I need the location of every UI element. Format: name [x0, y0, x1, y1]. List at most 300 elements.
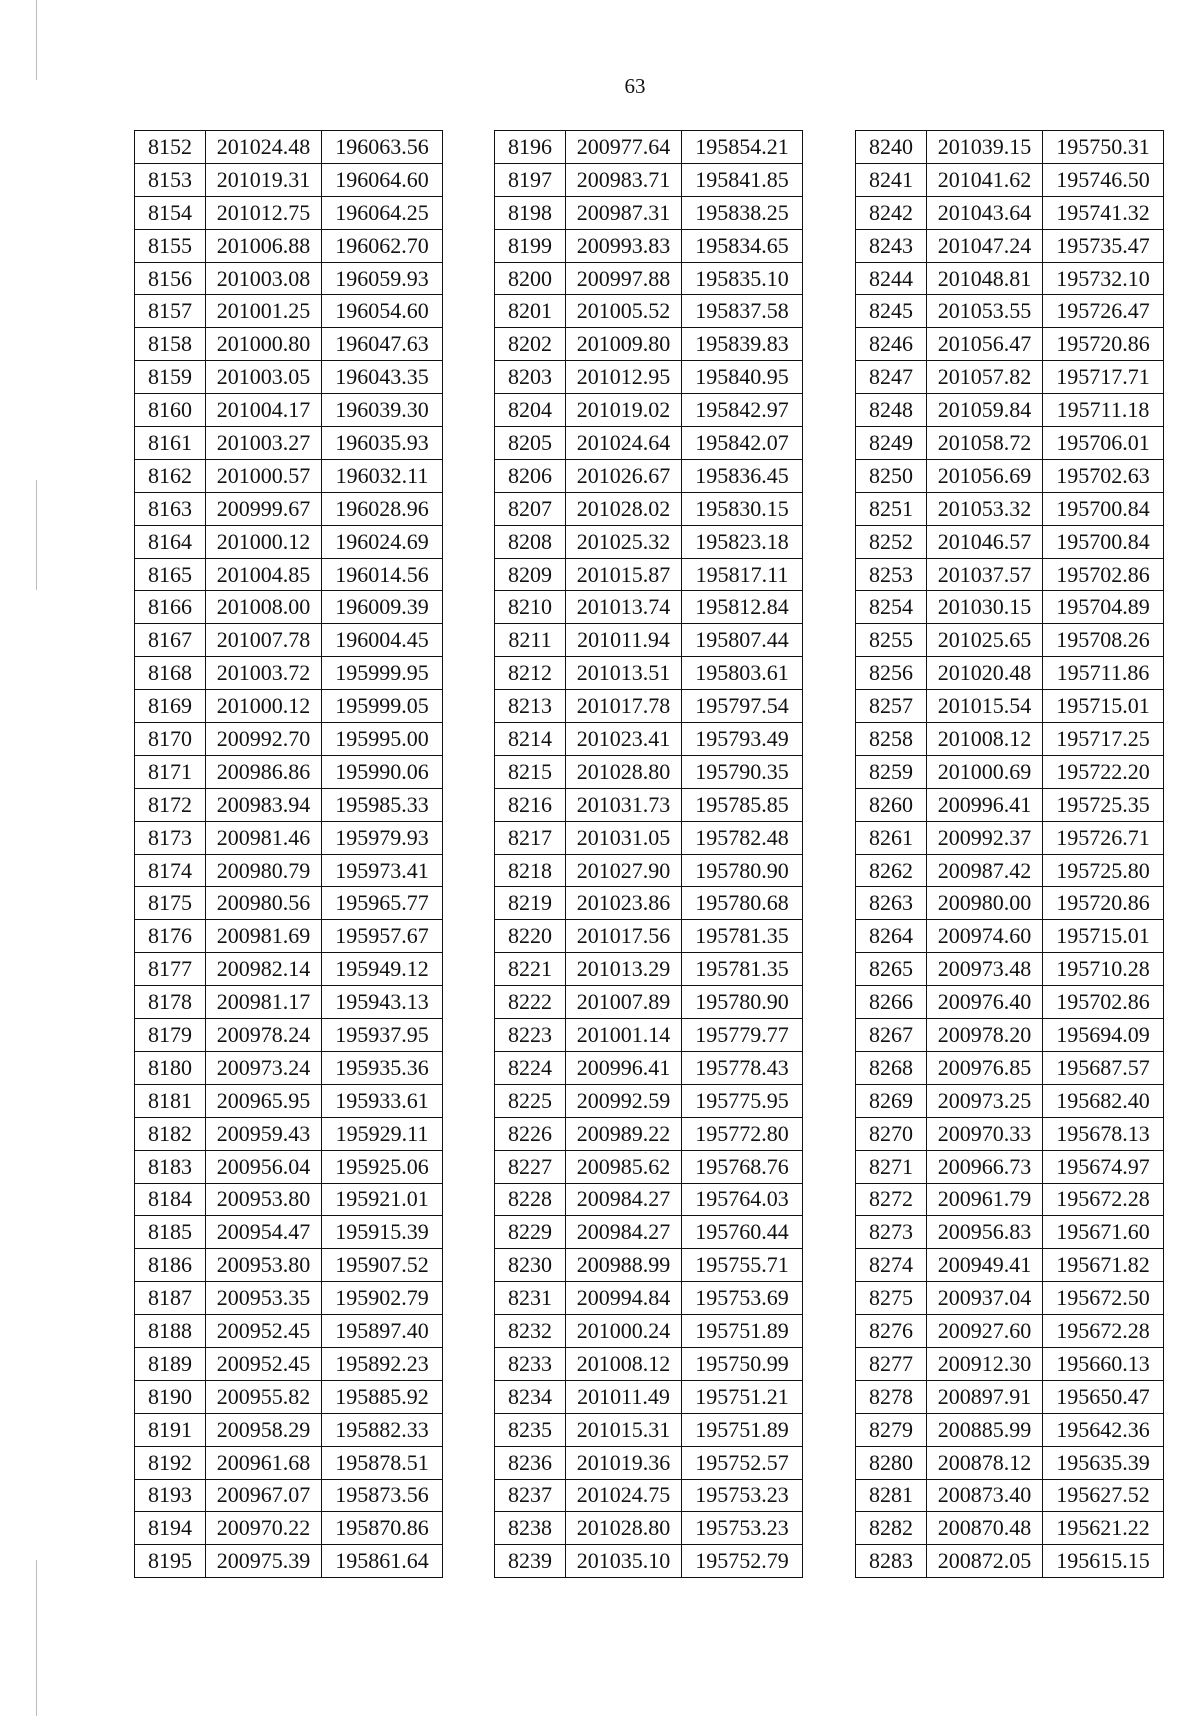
- table-row: [495, 1150, 803, 1183]
- x-coordinate-cell: 200996.41: [927, 788, 1043, 821]
- coordinate-table-2: [494, 130, 803, 1578]
- table-row: [856, 920, 1164, 953]
- table-row: [135, 986, 443, 1019]
- point-id-cell: 8228: [495, 1183, 566, 1216]
- point-id-cell: 8231: [495, 1282, 566, 1315]
- y-coordinate-cell: 195672.50: [1043, 1282, 1164, 1315]
- y-coordinate-cell: 195797.54: [682, 690, 803, 723]
- x-coordinate-cell: 200953.80: [206, 1183, 322, 1216]
- y-coordinate-cell: 195999.95: [322, 657, 443, 690]
- point-id-cell: 8181: [135, 1084, 206, 1117]
- y-coordinate-cell: 195854.21: [682, 131, 803, 164]
- point-id-cell: 8205: [495, 427, 566, 460]
- table-row: [495, 690, 803, 723]
- x-coordinate-cell: 200983.71: [566, 163, 682, 196]
- point-id-cell: 8170: [135, 723, 206, 756]
- table-row: [135, 788, 443, 821]
- point-id-cell: 8281: [856, 1479, 927, 1512]
- x-coordinate-cell: 201003.27: [206, 427, 322, 460]
- point-id-cell: 8226: [495, 1117, 566, 1150]
- y-coordinate-cell: 195943.13: [322, 986, 443, 1019]
- y-coordinate-cell: 195751.89: [682, 1413, 803, 1446]
- point-id-cell: 8163: [135, 492, 206, 525]
- point-id-cell: 8164: [135, 525, 206, 558]
- table-row: [856, 591, 1164, 624]
- point-id-cell: 8208: [495, 525, 566, 558]
- table-row: [495, 1380, 803, 1413]
- table-row: [856, 854, 1164, 887]
- point-id-cell: 8160: [135, 394, 206, 427]
- table-row: [495, 361, 803, 394]
- point-id-cell: 8254: [856, 591, 927, 624]
- x-coordinate-cell: 200870.48: [927, 1512, 1043, 1545]
- y-coordinate-cell: 195779.77: [682, 1019, 803, 1052]
- point-id-cell: 8212: [495, 657, 566, 690]
- x-coordinate-cell: 200981.69: [206, 920, 322, 953]
- table-row: [135, 1446, 443, 1479]
- point-id-cell: 8275: [856, 1282, 927, 1315]
- y-coordinate-cell: 195841.85: [682, 163, 803, 196]
- x-coordinate-cell: 200976.85: [927, 1051, 1043, 1084]
- point-id-cell: 8265: [856, 953, 927, 986]
- y-coordinate-cell: 195823.18: [682, 525, 803, 558]
- y-coordinate-cell: 196039.30: [322, 394, 443, 427]
- table-row: [495, 624, 803, 657]
- x-coordinate-cell: 201001.25: [206, 295, 322, 328]
- point-id-cell: 8269: [856, 1084, 927, 1117]
- y-coordinate-cell: 195621.22: [1043, 1512, 1164, 1545]
- table-row: [856, 163, 1164, 196]
- point-id-cell: 8157: [135, 295, 206, 328]
- point-id-cell: 8169: [135, 690, 206, 723]
- x-coordinate-cell: 200992.37: [927, 821, 1043, 854]
- table-row: [856, 788, 1164, 821]
- y-coordinate-cell: 195726.47: [1043, 295, 1164, 328]
- point-id-cell: 8179: [135, 1019, 206, 1052]
- y-coordinate-cell: 195726.71: [1043, 821, 1164, 854]
- x-coordinate-cell: 201020.48: [927, 657, 1043, 690]
- y-coordinate-cell: 195735.47: [1043, 229, 1164, 262]
- point-id-cell: 8229: [495, 1216, 566, 1249]
- x-coordinate-cell: 201057.82: [927, 361, 1043, 394]
- point-id-cell: 8235: [495, 1413, 566, 1446]
- x-coordinate-cell: 200970.33: [927, 1117, 1043, 1150]
- x-coordinate-cell: 200953.80: [206, 1249, 322, 1282]
- point-id-cell: 8223: [495, 1019, 566, 1052]
- x-coordinate-cell: 200981.17: [206, 986, 322, 1019]
- y-coordinate-cell: 195817.11: [682, 558, 803, 591]
- x-coordinate-cell: 200873.40: [927, 1479, 1043, 1512]
- y-coordinate-cell: 195790.35: [682, 755, 803, 788]
- point-id-cell: 8233: [495, 1347, 566, 1380]
- point-id-cell: 8202: [495, 328, 566, 361]
- table-row: [856, 723, 1164, 756]
- y-coordinate-cell: 195694.09: [1043, 1019, 1164, 1052]
- x-coordinate-cell: 201001.14: [566, 1019, 682, 1052]
- y-coordinate-cell: 195627.52: [1043, 1479, 1164, 1512]
- point-id-cell: 8279: [856, 1413, 927, 1446]
- table-row: [495, 1512, 803, 1545]
- y-coordinate-cell: 195842.07: [682, 427, 803, 460]
- x-coordinate-cell: 201035.10: [566, 1545, 682, 1578]
- table-row: [495, 723, 803, 756]
- x-coordinate-cell: 200987.31: [566, 196, 682, 229]
- x-coordinate-cell: 201046.57: [927, 525, 1043, 558]
- y-coordinate-cell: 195687.57: [1043, 1051, 1164, 1084]
- point-id-cell: 8230: [495, 1249, 566, 1282]
- y-coordinate-cell: 196047.63: [322, 328, 443, 361]
- x-coordinate-cell: 200997.88: [566, 262, 682, 295]
- point-id-cell: 8162: [135, 459, 206, 492]
- x-coordinate-cell: 201023.86: [566, 887, 682, 920]
- y-coordinate-cell: 195678.13: [1043, 1117, 1164, 1150]
- table-row: [495, 755, 803, 788]
- table-row: [135, 723, 443, 756]
- table-row: [135, 1249, 443, 1282]
- x-coordinate-cell: 200980.00: [927, 887, 1043, 920]
- y-coordinate-cell: 195949.12: [322, 953, 443, 986]
- y-coordinate-cell: 195711.18: [1043, 394, 1164, 427]
- y-coordinate-cell: 195710.28: [1043, 953, 1164, 986]
- y-coordinate-cell: 195915.39: [322, 1216, 443, 1249]
- point-id-cell: 8267: [856, 1019, 927, 1052]
- scan-margin-mark: [36, 480, 37, 590]
- x-coordinate-cell: 201000.24: [566, 1315, 682, 1348]
- point-id-cell: 8192: [135, 1446, 206, 1479]
- y-coordinate-cell: 195702.63: [1043, 459, 1164, 492]
- y-coordinate-cell: 195753.69: [682, 1282, 803, 1315]
- x-coordinate-cell: 201015.31: [566, 1413, 682, 1446]
- table-row: [856, 492, 1164, 525]
- table-row: [495, 295, 803, 328]
- point-id-cell: 8214: [495, 723, 566, 756]
- table-row: [856, 427, 1164, 460]
- x-coordinate-cell: 200952.45: [206, 1347, 322, 1380]
- table-row: [495, 262, 803, 295]
- point-id-cell: 8186: [135, 1249, 206, 1282]
- x-coordinate-cell: 200980.79: [206, 854, 322, 887]
- y-coordinate-cell: 195755.71: [682, 1249, 803, 1282]
- x-coordinate-cell: 200961.68: [206, 1446, 322, 1479]
- point-id-cell: 8225: [495, 1084, 566, 1117]
- table-row: [856, 1051, 1164, 1084]
- point-id-cell: 8274: [856, 1249, 927, 1282]
- point-id-cell: 8222: [495, 986, 566, 1019]
- point-id-cell: 8241: [856, 163, 927, 196]
- x-coordinate-cell: 201056.47: [927, 328, 1043, 361]
- y-coordinate-cell: 195764.03: [682, 1183, 803, 1216]
- x-coordinate-cell: 201017.78: [566, 690, 682, 723]
- x-coordinate-cell: 201037.57: [927, 558, 1043, 591]
- point-id-cell: 8166: [135, 591, 206, 624]
- x-coordinate-cell: 200992.70: [206, 723, 322, 756]
- point-id-cell: 8165: [135, 558, 206, 591]
- y-coordinate-cell: 195700.84: [1043, 492, 1164, 525]
- table-row: [135, 920, 443, 953]
- y-coordinate-cell: 195897.40: [322, 1315, 443, 1348]
- x-coordinate-cell: 201025.65: [927, 624, 1043, 657]
- table-row: [856, 525, 1164, 558]
- point-id-cell: 8238: [495, 1512, 566, 1545]
- point-id-cell: 8199: [495, 229, 566, 262]
- y-coordinate-cell: 195706.01: [1043, 427, 1164, 460]
- y-coordinate-cell: 195830.15: [682, 492, 803, 525]
- x-coordinate-cell: 201026.67: [566, 459, 682, 492]
- x-coordinate-cell: 200912.30: [927, 1347, 1043, 1380]
- table-row: [856, 1347, 1164, 1380]
- x-coordinate-cell: 200973.25: [927, 1084, 1043, 1117]
- y-coordinate-cell: 195708.26: [1043, 624, 1164, 657]
- x-coordinate-cell: 201013.74: [566, 591, 682, 624]
- y-coordinate-cell: 195702.86: [1043, 986, 1164, 1019]
- point-id-cell: 8219: [495, 887, 566, 920]
- point-id-cell: 8193: [135, 1479, 206, 1512]
- point-id-cell: 8209: [495, 558, 566, 591]
- table-row: [135, 1183, 443, 1216]
- point-id-cell: 8167: [135, 624, 206, 657]
- table-row: [495, 788, 803, 821]
- y-coordinate-cell: 195937.95: [322, 1019, 443, 1052]
- table-row: [135, 1216, 443, 1249]
- x-coordinate-cell: 201007.89: [566, 986, 682, 1019]
- y-coordinate-cell: 195781.35: [682, 920, 803, 953]
- table-row: [135, 755, 443, 788]
- x-coordinate-cell: 200959.43: [206, 1117, 322, 1150]
- x-coordinate-cell: 201000.57: [206, 459, 322, 492]
- y-coordinate-cell: 196063.56: [322, 131, 443, 164]
- table-row: [495, 459, 803, 492]
- table-row: [135, 1545, 443, 1578]
- point-id-cell: 8168: [135, 657, 206, 690]
- table-row: [495, 1051, 803, 1084]
- table-row: [135, 1413, 443, 1446]
- point-id-cell: 8260: [856, 788, 927, 821]
- point-id-cell: 8198: [495, 196, 566, 229]
- y-coordinate-cell: 195780.68: [682, 887, 803, 920]
- x-coordinate-cell: 200961.79: [927, 1183, 1043, 1216]
- point-id-cell: 8224: [495, 1051, 566, 1084]
- y-coordinate-cell: 195803.61: [682, 657, 803, 690]
- y-coordinate-cell: 195715.01: [1043, 920, 1164, 953]
- x-coordinate-cell: 201004.85: [206, 558, 322, 591]
- point-id-cell: 8282: [856, 1512, 927, 1545]
- x-coordinate-cell: 200872.05: [927, 1545, 1043, 1578]
- point-id-cell: 8246: [856, 328, 927, 361]
- x-coordinate-cell: 200885.99: [927, 1413, 1043, 1446]
- table-row: [135, 361, 443, 394]
- x-coordinate-cell: 200970.22: [206, 1512, 322, 1545]
- y-coordinate-cell: 195979.93: [322, 821, 443, 854]
- x-coordinate-cell: 200952.45: [206, 1315, 322, 1348]
- table-row: [135, 295, 443, 328]
- y-coordinate-cell: 195834.65: [682, 229, 803, 262]
- table-row: [856, 229, 1164, 262]
- x-coordinate-cell: 201043.64: [927, 196, 1043, 229]
- x-coordinate-cell: 200927.60: [927, 1315, 1043, 1348]
- table-row: [856, 1150, 1164, 1183]
- x-coordinate-cell: 200985.62: [566, 1150, 682, 1183]
- point-id-cell: 8215: [495, 755, 566, 788]
- x-coordinate-cell: 201028.80: [566, 1512, 682, 1545]
- table-row: [856, 1413, 1164, 1446]
- x-coordinate-cell: 201039.15: [927, 131, 1043, 164]
- table-row: [856, 131, 1164, 164]
- table-row: [135, 328, 443, 361]
- table-row: [135, 1315, 443, 1348]
- y-coordinate-cell: 195751.21: [682, 1380, 803, 1413]
- point-id-cell: 8189: [135, 1347, 206, 1380]
- table-row: [495, 196, 803, 229]
- y-coordinate-cell: 195732.10: [1043, 262, 1164, 295]
- table-row: [135, 887, 443, 920]
- table-row: [856, 690, 1164, 723]
- point-id-cell: 8243: [856, 229, 927, 262]
- x-coordinate-cell: 200999.67: [206, 492, 322, 525]
- table-row: [495, 1479, 803, 1512]
- point-id-cell: 8250: [856, 459, 927, 492]
- x-coordinate-cell: 200974.60: [927, 920, 1043, 953]
- y-coordinate-cell: 195704.89: [1043, 591, 1164, 624]
- y-coordinate-cell: 195671.82: [1043, 1249, 1164, 1282]
- x-coordinate-cell: 201041.62: [927, 163, 1043, 196]
- x-coordinate-cell: 201006.88: [206, 229, 322, 262]
- point-id-cell: 8203: [495, 361, 566, 394]
- scan-margin-mark: [36, 1560, 37, 1716]
- table-row: [856, 196, 1164, 229]
- y-coordinate-cell: 196062.70: [322, 229, 443, 262]
- table-row: [495, 1249, 803, 1282]
- x-coordinate-cell: 200967.07: [206, 1479, 322, 1512]
- x-coordinate-cell: 201012.95: [566, 361, 682, 394]
- y-coordinate-cell: 195838.25: [682, 196, 803, 229]
- x-coordinate-cell: 201009.80: [566, 328, 682, 361]
- x-coordinate-cell: 200897.91: [927, 1380, 1043, 1413]
- y-coordinate-cell: 195752.79: [682, 1545, 803, 1578]
- x-coordinate-cell: 200984.27: [566, 1216, 682, 1249]
- table-row: [495, 986, 803, 1019]
- table-row: [856, 328, 1164, 361]
- point-id-cell: 8248: [856, 394, 927, 427]
- y-coordinate-cell: 195873.56: [322, 1479, 443, 1512]
- point-id-cell: 8262: [856, 854, 927, 887]
- table-row: [495, 1117, 803, 1150]
- y-coordinate-cell: 196009.39: [322, 591, 443, 624]
- y-coordinate-cell: 195907.52: [322, 1249, 443, 1282]
- table-row: [495, 1347, 803, 1380]
- y-coordinate-cell: 195750.99: [682, 1347, 803, 1380]
- y-coordinate-cell: 195965.77: [322, 887, 443, 920]
- table-row: [495, 558, 803, 591]
- x-coordinate-cell: 200954.47: [206, 1216, 322, 1249]
- y-coordinate-cell: 195660.13: [1043, 1347, 1164, 1380]
- x-coordinate-cell: 200965.95: [206, 1084, 322, 1117]
- x-coordinate-cell: 200878.12: [927, 1446, 1043, 1479]
- x-coordinate-cell: 200975.39: [206, 1545, 322, 1578]
- table-row: [495, 821, 803, 854]
- point-id-cell: 8172: [135, 788, 206, 821]
- y-coordinate-cell: 195780.90: [682, 854, 803, 887]
- x-coordinate-cell: 200984.27: [566, 1183, 682, 1216]
- y-coordinate-cell: 195778.43: [682, 1051, 803, 1084]
- table-row: [135, 591, 443, 624]
- table-row: [135, 821, 443, 854]
- table-row: [135, 854, 443, 887]
- point-id-cell: 8153: [135, 163, 206, 196]
- table-row: [135, 394, 443, 427]
- point-id-cell: 8251: [856, 492, 927, 525]
- table-row: [495, 657, 803, 690]
- y-coordinate-cell: 196064.25: [322, 196, 443, 229]
- table-row: [856, 1249, 1164, 1282]
- table-row: [856, 1479, 1164, 1512]
- point-id-cell: 8176: [135, 920, 206, 953]
- y-coordinate-cell: 196028.96: [322, 492, 443, 525]
- point-id-cell: 8206: [495, 459, 566, 492]
- point-id-cell: 8253: [856, 558, 927, 591]
- x-coordinate-cell: 201019.31: [206, 163, 322, 196]
- x-coordinate-cell: 200958.29: [206, 1413, 322, 1446]
- y-coordinate-cell: 195839.83: [682, 328, 803, 361]
- table-row: [856, 295, 1164, 328]
- y-coordinate-cell: 195935.36: [322, 1051, 443, 1084]
- point-id-cell: 8249: [856, 427, 927, 460]
- point-id-cell: 8195: [135, 1545, 206, 1578]
- y-coordinate-cell: 195674.97: [1043, 1150, 1164, 1183]
- y-coordinate-cell: 195760.44: [682, 1216, 803, 1249]
- y-coordinate-cell: 195672.28: [1043, 1183, 1164, 1216]
- x-coordinate-cell: 201008.12: [566, 1347, 682, 1380]
- table-row: [495, 1446, 803, 1479]
- y-coordinate-cell: 195682.40: [1043, 1084, 1164, 1117]
- table-row: [135, 1051, 443, 1084]
- y-coordinate-cell: 195635.39: [1043, 1446, 1164, 1479]
- y-coordinate-cell: 195642.36: [1043, 1413, 1164, 1446]
- y-coordinate-cell: 195741.32: [1043, 196, 1164, 229]
- x-coordinate-cell: 200989.22: [566, 1117, 682, 1150]
- y-coordinate-cell: 195973.41: [322, 854, 443, 887]
- x-coordinate-cell: 201025.32: [566, 525, 682, 558]
- table-row: [135, 624, 443, 657]
- table-row: [856, 887, 1164, 920]
- table-row: [495, 591, 803, 624]
- table-row: [856, 821, 1164, 854]
- y-coordinate-cell: 195672.28: [1043, 1315, 1164, 1348]
- x-coordinate-cell: 201008.00: [206, 591, 322, 624]
- y-coordinate-cell: 195671.60: [1043, 1216, 1164, 1249]
- y-coordinate-cell: 195782.48: [682, 821, 803, 854]
- table-row: [135, 690, 443, 723]
- y-coordinate-cell: 195751.89: [682, 1315, 803, 1348]
- x-coordinate-cell: 201015.54: [927, 690, 1043, 723]
- scan-margin-mark: [36, 0, 37, 80]
- y-coordinate-cell: 195725.35: [1043, 788, 1164, 821]
- table-row: [495, 1282, 803, 1315]
- y-coordinate-cell: 195720.86: [1043, 328, 1164, 361]
- x-coordinate-cell: 201003.05: [206, 361, 322, 394]
- table-row: [856, 558, 1164, 591]
- x-coordinate-cell: 201017.56: [566, 920, 682, 953]
- x-coordinate-cell: 201008.12: [927, 723, 1043, 756]
- table-row: [135, 1479, 443, 1512]
- table-row: [856, 1216, 1164, 1249]
- x-coordinate-cell: 200956.83: [927, 1216, 1043, 1249]
- point-id-cell: 8185: [135, 1216, 206, 1249]
- x-coordinate-cell: 201024.48: [206, 131, 322, 164]
- point-id-cell: 8259: [856, 755, 927, 788]
- point-id-cell: 8204: [495, 394, 566, 427]
- table-row: [495, 1019, 803, 1052]
- x-coordinate-cell: 200987.42: [927, 854, 1043, 887]
